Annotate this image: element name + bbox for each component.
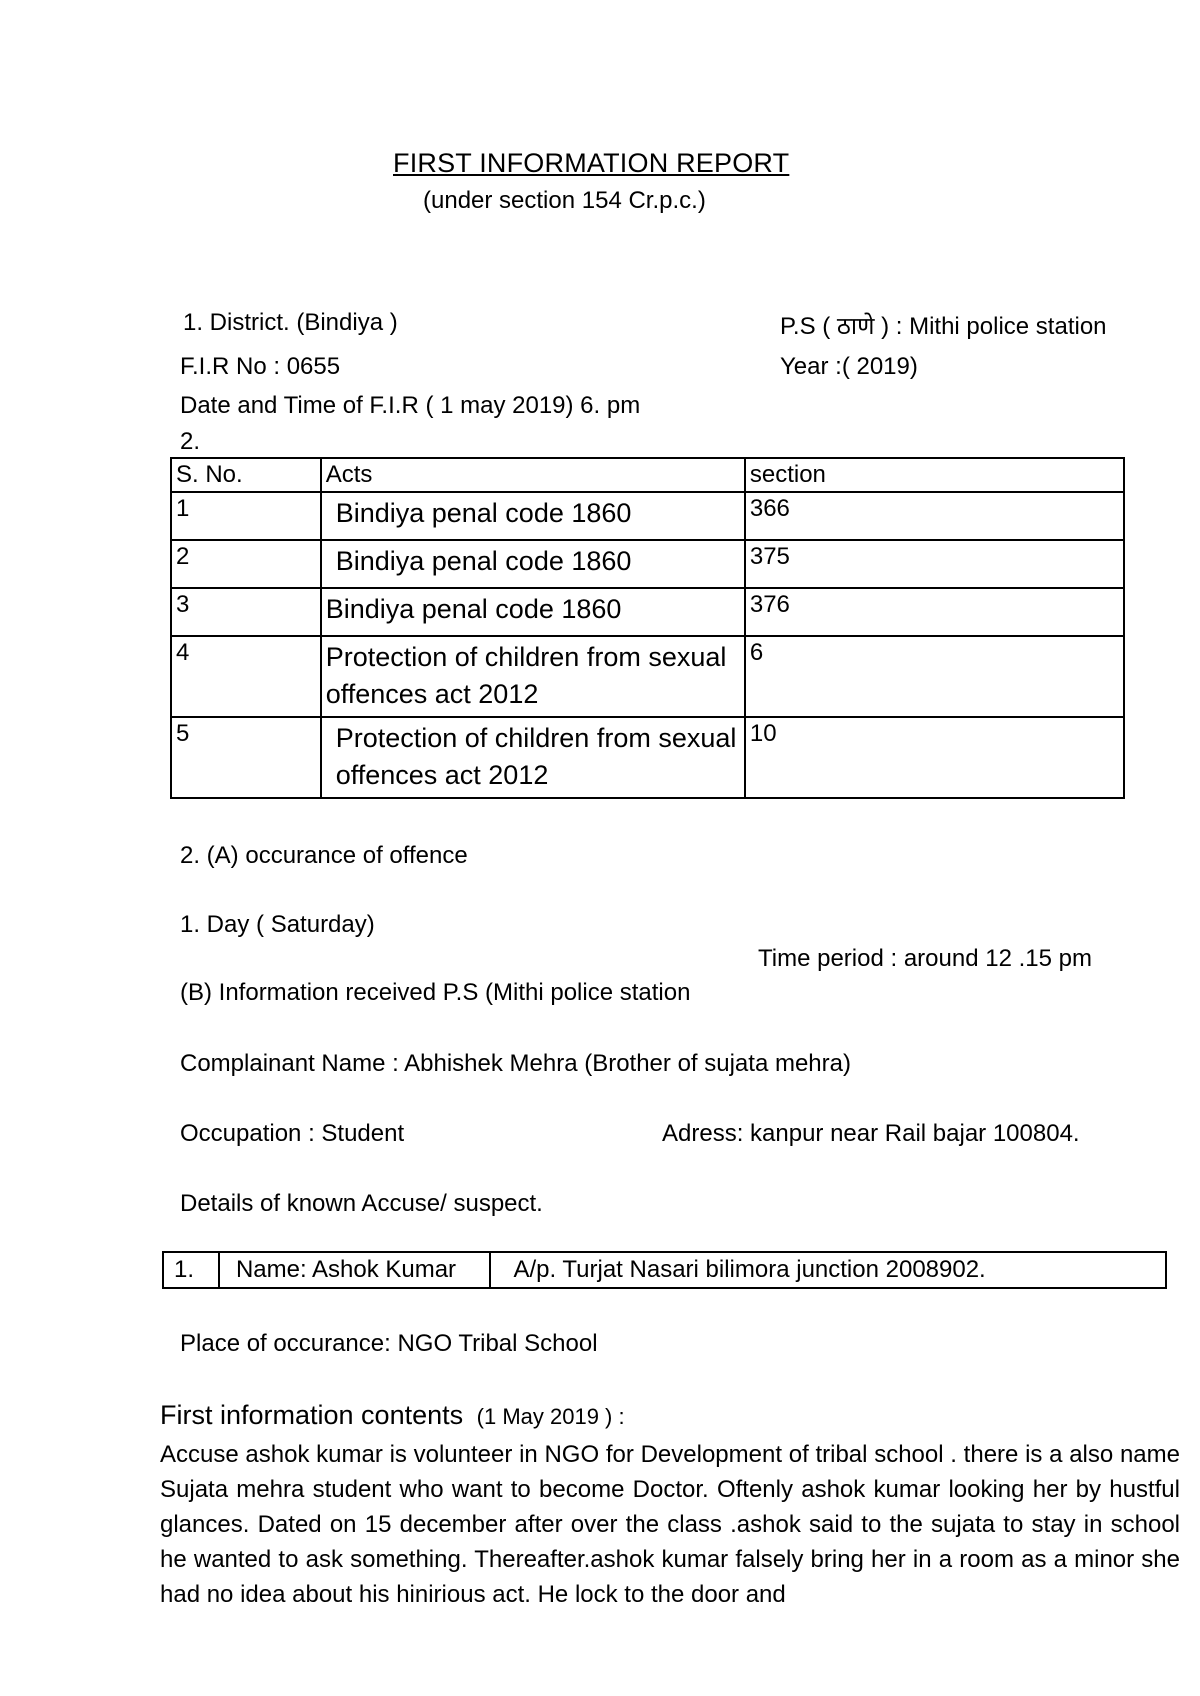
section-number: 2. <box>180 428 201 455</box>
act-cell: Protection of children from sexual offences act 2012 <box>321 717 745 798</box>
acts-table <box>170 457 1125 799</box>
accused-address-cell: A/p. Turjat Nasari bilimora junction 2008902. <box>490 1252 1166 1288</box>
section-cell: 375 <box>745 540 1124 588</box>
accused-heading: Details of known Accuse/ suspect. <box>180 1190 543 1217</box>
accused-name-cell: Name: Ashok Kumar <box>219 1252 491 1288</box>
fir-number-field: F.I.R No : 0655 <box>180 353 341 380</box>
column-header: section <box>745 458 1124 492</box>
contents-heading <box>160 1400 625 1431</box>
serial-cell: 1 <box>171 492 321 540</box>
document-title: FIRST INFORMATION REPORT <box>393 148 790 178</box>
accused-serial-cell: 1. <box>163 1252 219 1288</box>
occurrence-heading: 2. (A) occurance of offence <box>180 842 468 869</box>
complainant-field: Complainant Name : Abhishek Mehra (Brother of sujata mehra) <box>180 1050 851 1077</box>
day-field: 1. Day ( Saturday) <box>180 911 375 938</box>
section-cell: 10 <box>745 717 1124 798</box>
contents-date: (1 May 2019 ) : <box>476 1404 625 1429</box>
section-cell: 366 <box>745 492 1124 540</box>
serial-cell: 3 <box>171 588 321 636</box>
district-field: 1. District. (Bindiya ) <box>183 309 398 336</box>
time-period-field: Time period : around 12 .15 pm <box>758 945 1092 972</box>
act-cell: Protection of children from sexual offences act 2012 <box>321 636 745 717</box>
table-row <box>171 717 1124 798</box>
column-header: S. No. <box>171 458 321 492</box>
serial-cell: 2 <box>171 540 321 588</box>
section-cell: 6 <box>745 636 1124 717</box>
act-cell: Bindiya penal code 1860 <box>321 492 745 540</box>
serial-cell: 4 <box>171 636 321 717</box>
accused-table <box>162 1251 1167 1289</box>
document-subtitle: (under section 154 Cr.p.c.) <box>423 187 706 214</box>
act-cell: Bindiya penal code 1860 <box>321 540 745 588</box>
section-cell: 376 <box>745 588 1124 636</box>
table-row <box>163 1252 1166 1288</box>
occupation-field: Occupation : Student <box>180 1120 405 1147</box>
table-row <box>171 492 1124 540</box>
acts-table-header <box>171 458 1124 492</box>
place-of-occurrence: Place of occurance: NGO Tribal School <box>180 1330 598 1357</box>
column-header: Acts <box>321 458 745 492</box>
serial-cell: 5 <box>171 717 321 798</box>
police-station-field: P.S ( ठाणे ) : Mithi police station <box>780 313 1107 340</box>
year-field: Year :( 2019) <box>780 353 918 380</box>
act-cell: Bindiya penal code 1860 <box>321 588 745 636</box>
table-row <box>171 540 1124 588</box>
contents-paragraph: Accuse ashok kumar is volunteer in NGO for Development of tribal school . there is a also name Sujata mehra student who want to become Doctor. Oftenly ashok kumar looking her by hustful glances. Dated on 15 december after over the class .ashok said to the sujata to stay in school he wanted to ask something. Thereafter.ashok kumar falsely bring her in a room as a minor she had no idea about his hinirious act. He lock to the door and <box>160 1441 1180 1608</box>
table-row <box>171 588 1124 636</box>
info-received-field: (B) Information received P.S (Mithi police station <box>180 979 691 1006</box>
contents-heading-text: First information contents <box>160 1400 464 1430</box>
table-row <box>171 636 1124 717</box>
address-field: Adress: kanpur near Rail bajar 100804. <box>662 1120 1080 1147</box>
date-time-field: Date and Time of F.I.R ( 1 may 2019) 6. pm <box>180 392 641 419</box>
